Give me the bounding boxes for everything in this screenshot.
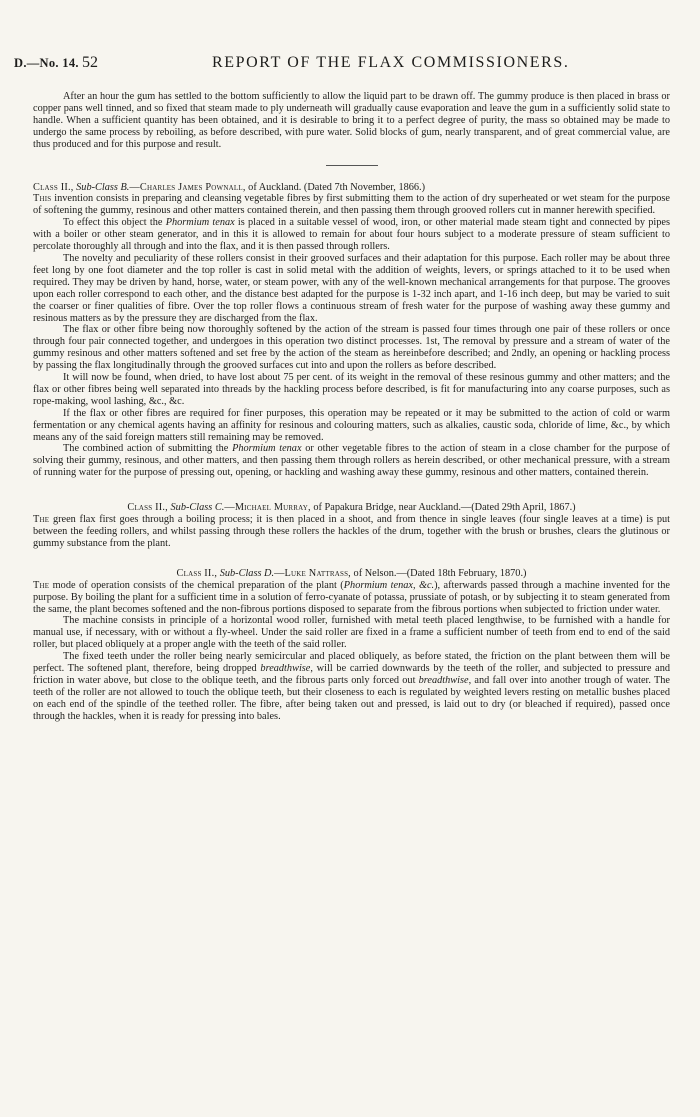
patentee-name: —Charles James Pownall, [129, 181, 246, 193]
entry-heading [33, 502, 670, 514]
entry-heading [33, 568, 670, 580]
intro-paragraph: After an hour the gum has settled to the bottom sufficiently to allow the liquid part to be drawn off. The gummy produce is then placed in brass or copper pans well tinned, and so fixed that steam made to ply underneath will gradually cause evaporation and leave the gum in a sufficiently solid state to handle. When a sufficient quantity has been obtained, and it is desirable to bring it to a perfect degree of purity, the mass so obtained may be made to undergo the same process by reboiling, as before described, with pure water. Solid blocks of gum, nearly transparent, and of great commercial value, are thus produced and for this purpose and result. [33, 91, 670, 150]
entry-paragraph: The fixed teeth under the roller being nearly semicircular and placed obliquely, as before stated, the friction on the plant between them will be perfect. The softened plant, therefore, being dropped breadthwise, will be carried downwards by the teeth of the roller, and subjected to pressure and friction in water above, but close to the oblique teeth, and the fibrous parts only forced out breadthwise, and fall over into another trough of water. The teeth of the roller are not allowed to touch the oblique teeth, but their closeness to each is regulated by weighted levers resting on metallic bushes placed on each end of the spindle of the teethed roller. The fibre, after being taken out and pressed, is laid out to dry (or bleached if required), passed once through the hackles, when it is ready for pressing into bales. [33, 651, 671, 722]
page-header [0, 56, 700, 76]
page-number: 52 [82, 54, 98, 71]
entry-sub-class-d [33, 568, 670, 723]
class-label: Class II., [33, 181, 74, 193]
entry-paragraph: The flax or other fibre being now thoroughly softened by the action of the stream is passed four times through one pair of these rollers or once through four pair connected together, and undergoes in this operation two distinct processes. 1st, The removal by pressure and a stream of water of the gummy resinous and other matters softened and set free by the action of the steam as hereinbefore described; and 2ndly, an opening or hackling process by passing the flax longitudinally through the grooved surfaces cut into and upon the rollers as before described. [33, 324, 670, 372]
class-label: Class II., [127, 502, 168, 514]
entry-sub-class-c [33, 502, 670, 550]
patentee-place-date: of Papakura Bridge, near Auckland.—(Dated 29th April, 1867.) [310, 502, 576, 514]
sub-class-label: Sub-Class B. [76, 181, 130, 193]
patentee-name: —Michael Murray, [224, 502, 311, 514]
class-label: Class II., [176, 567, 218, 579]
entry-paragraph: The machine consists in principle of a horizontal wood roller, furnished with metal teeth placed lengthwise, to be furnished with a handle for manual use, if necessary, with or without a fly-wheel. Under the said roller are fixed in a frame a sufficient number of teeth from end to end of the said roller, but placed obliquely at a proper angle with the teeth of the said roller. [33, 615, 670, 651]
entry-sub-class-b [33, 182, 670, 480]
entry-paragraph: The combined action of submitting the Phormium tenax or other vegetable fibres to the action of steam in a close chamber for the purpose of solving their gummy, resinous, and other matters, and then passing them through rollers as herein described, or other mechanical pressure, with a stream of running water for the purpose of pressing out, opening, or hackling and washing away these gummy, resinous and other matters, contained therein. [33, 443, 670, 479]
entry-heading [33, 182, 670, 194]
entry-paragraph: If the flax or other fibres are required for finer purposes, this operation may be repeated or it may be submitted to the action of cold or warm fermentation or any chemical agents having an affinity for resinous and colouring matters, such as alkalies, caustic soda, chloride of lime, &c., by which means any of the said foreign matters still remaining may be removed. [33, 407, 670, 443]
entry-paragraph: The green flax first goes through a boiling process; it is then placed in a shoot, and from thence in single leaves (four single leaves at a time) is put between the feeding rollers, and whilst passing through these rollers the hackles of the drum, together with the brush or brushes, clears the glutinous or gummy substance from the plant. [33, 514, 670, 549]
sub-class-label: Sub-Class C. [170, 502, 225, 514]
patentee-place-date: of Auckland. (Dated 7th November, 1866.) [245, 181, 426, 193]
entry-paragraph: The mode of operation consists of the chemical preparation of the plant (Phormium tenax, &c.), afterwards passed through a machine invented for the purpose. By boiling the plant for a sufficient time in a solution of ferro-cyanate of potassa, prussiate of potash, or by subjecting it to steam generated from the same, the plant becomes softened and the non-fibrous portions disposed to separate from the fibrous portions when subjected to friction under water. [33, 579, 671, 615]
body-text [33, 91, 670, 723]
sub-class-label: Sub-Class D. [219, 567, 275, 579]
entry-paragraph: To effect this object the Phormium tenax is placed in a suitable vessel of wood, iron, or other material made steam tight and connected by pipes with a boiler or other steam generator, and in this it is allowed to remain for about four hours subject to a moderate pressure of steam sufficient to percolate thoroughly all through and into the flax, and it is then passed through rollers. [33, 217, 670, 253]
entry-paragraph: This invention consists in preparing and cleansing vegetable fibres by first submitting them to the action of dry superheated or wet steam for the purpose of softening the gummy, resinous and other matters contained therein, and then passing them through grooved rollers cut in manner herewith specified. [33, 193, 670, 217]
running-title: REPORT OF THE FLAX COMMISSIONERS. [212, 54, 570, 71]
entry-paragraph: The novelty and peculiarity of these rollers consist in their grooved surfaces and their adaptation for this purpose. Each roller may be about three feet long by one foot diameter and the top roller is cast in solid metal with the addition of weights, levers, or springs attached to it to be used when required. They may be driven by hand, horse, water, or steam power, with any of the well-known mechanical arrangements for that purpose. The grooves upon each roller correspond to each other, and the distance best adapted for the purpose is 1-32 inch apart, and 1-16 inch deep, but may be varied to suit the coarser or finer qualities of fibre. Over the top roller flows a continuous stream of fresh water for the purpose of washing away these gummy and resinous matters as by the pressure they are discharged from the flax. [33, 252, 670, 324]
patentee-place-date: of Nelson.—(Dated 18th February, 1870.) [350, 567, 527, 579]
entry-paragraph: It will now be found, when dried, to have lost about 75 per cent. of its weight in the removal of these resinous gummy and other matters; and the flax or other fibres being well separated into threads by the hackling process before described, is fit for manufacturing into any coarse purposes, such as rope-making, wool lashing, &c., &c. [33, 372, 670, 407]
section-divider [326, 165, 378, 166]
patentee-name: —Luke Nattrass, [274, 567, 351, 579]
document-reference: D.—No. 14. [14, 56, 79, 70]
